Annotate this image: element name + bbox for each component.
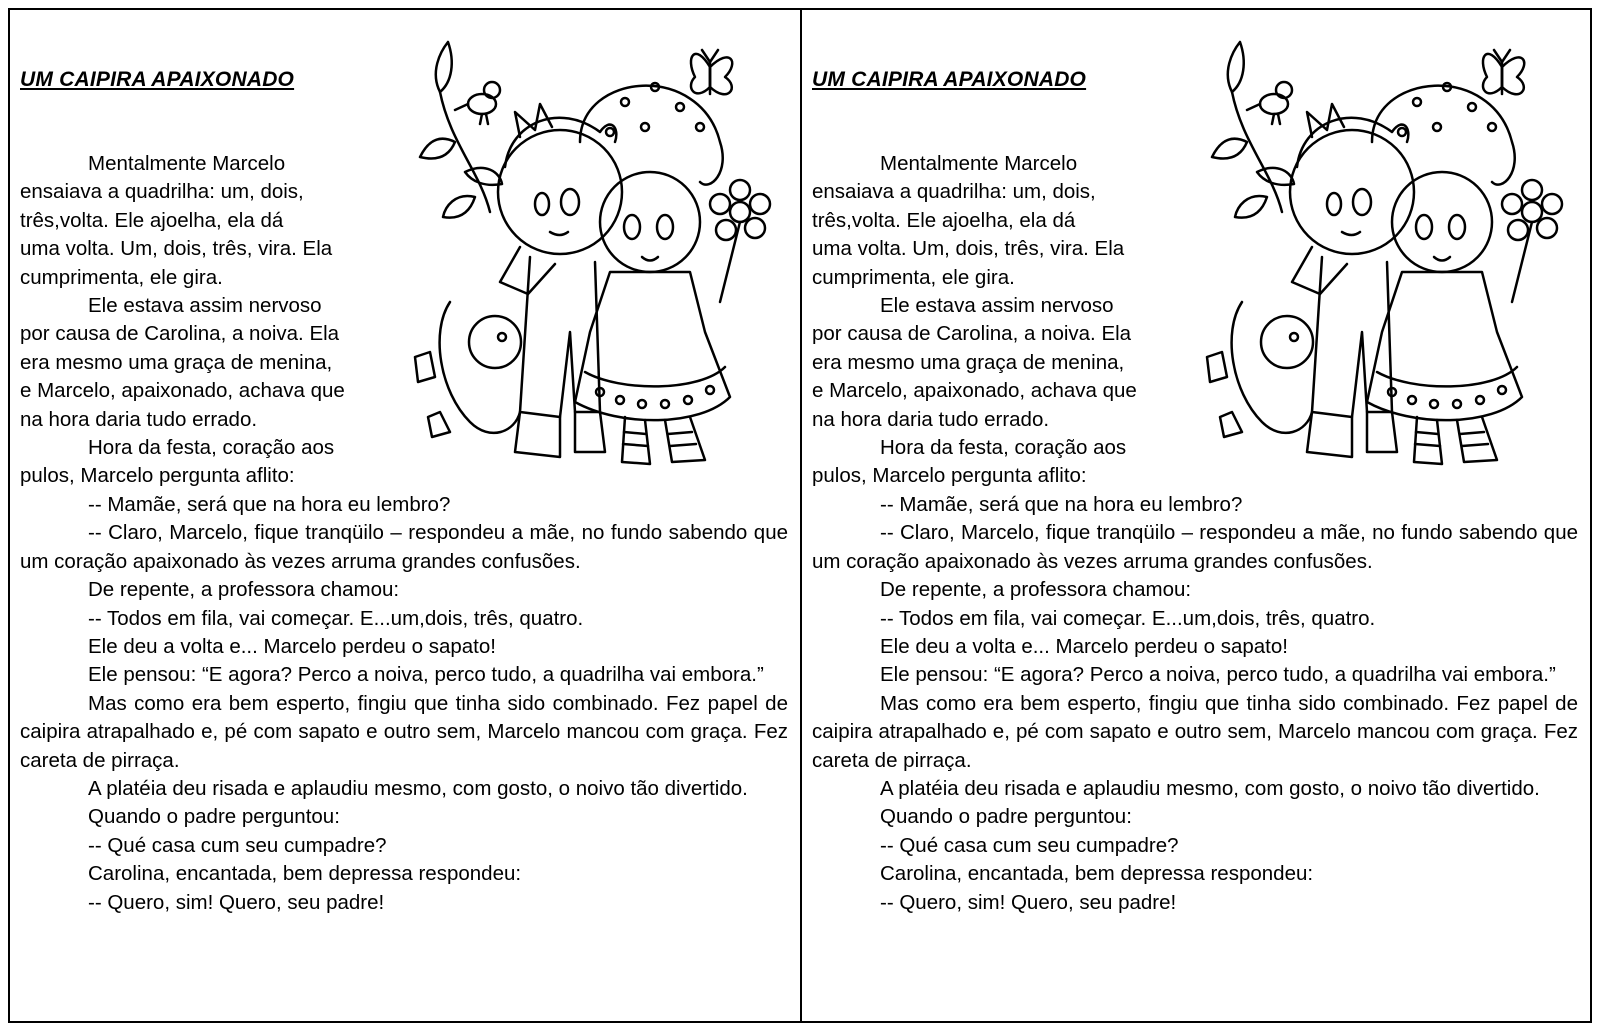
story-paragraph-10: Mas como era bem esperto, fingiu que tinha sido combinado. Fez papel de caipira atrapalhado e, pé com sapato e outro sem, Marcelo mancou com graça. Fez careta de pirraça.	[20, 691, 788, 772]
story-paragraph-12: Quando o padre perguntou:	[88, 805, 340, 829]
story-column-left	[10, 10, 800, 1021]
story-paragraph-8: Ele deu a volta e... Marcelo perdeu o sapato!	[88, 634, 496, 658]
story-paragraph-2-cont: por causa de Carolina, a noiva. Ela era mesmo uma graça de menina, e Marcelo, apaixonado, achava que na hora daria tudo errado.	[20, 322, 345, 431]
boy-and-girl-illustration	[410, 32, 790, 482]
story-paragraph-3: Hora da festa, coração aos	[880, 436, 1127, 460]
story-paragraph-13: -- Qué casa cum seu cumpadre?	[88, 833, 387, 857]
story-paragraph-7: -- Todos em fila, vai começar. E...um,dois, três, quatro.	[88, 606, 584, 630]
story-title: UM CAIPIRA APAIXONADO	[20, 68, 295, 91]
story-title: UM CAIPIRA APAIXONADO	[812, 68, 1087, 91]
story-paragraph-2: Ele estava assim nervoso	[88, 294, 322, 318]
story-paragraph-9: Ele pensou: “E agora? Perco a noiva, perco tudo, a quadrilha vai embora.”	[88, 663, 764, 687]
story-paragraph-4: -- Mamãe, será que na hora eu lembro?	[88, 492, 451, 516]
story-paragraph-3: Hora da festa, coração aos	[88, 436, 335, 460]
story-paragraph-4: -- Mamãe, será que na hora eu lembro?	[880, 492, 1243, 516]
boy-and-girl-illustration	[1202, 32, 1582, 482]
story-paragraph-6: De repente, a professora chamou:	[880, 578, 1192, 602]
story-paragraph-5: -- Claro, Marcelo, fique tranqüilo – respondeu a mãe, no fundo sabendo que um coração apaixonado às vezes arruma grandes confusões.	[812, 521, 1578, 573]
story-paragraph-11: A platéia deu risada e aplaudiu mesmo, com gosto, o noivo tão divertido.	[880, 776, 1540, 800]
story-paragraph-2: Ele estava assim nervoso	[880, 294, 1114, 318]
story-paragraph-6: De repente, a professora chamou:	[88, 578, 400, 602]
worksheet-page	[8, 8, 1592, 1023]
story-paragraph-11: A platéia deu risada e aplaudiu mesmo, com gosto, o noivo tão divertido.	[88, 776, 748, 800]
story-paragraph-1-cont: ensaiava a quadrilha: um, dois, três,volta. Ele ajoelha, ela dá uma volta. Um, dois, três, vira. Ela cumprimenta, ele gira.	[20, 180, 333, 289]
story-paragraph-15: -- Quero, sim! Quero, seu padre!	[880, 890, 1177, 914]
story-paragraph-1: Mentalmente Marcelo	[880, 152, 1078, 175]
story-paragraph-14: Carolina, encantada, bem depressa respondeu:	[88, 862, 522, 886]
story-paragraph-12: Quando o padre perguntou:	[880, 805, 1132, 829]
story-paragraph-15: -- Quero, sim! Quero, seu padre!	[88, 890, 385, 914]
story-paragraph-8: Ele deu a volta e... Marcelo perdeu o sapato!	[880, 634, 1288, 658]
story-paragraph-13: -- Qué casa cum seu cumpadre?	[880, 833, 1179, 857]
story-paragraph-5: -- Claro, Marcelo, fique tranqüilo – respondeu a mãe, no fundo sabendo que um coração apaixonado às vezes arruma grandes confusões.	[20, 521, 788, 573]
story-paragraph-9: Ele pensou: “E agora? Perco a noiva, perco tudo, a quadrilha vai embora.”	[880, 663, 1556, 687]
story-paragraph-3-cont: pulos, Marcelo pergunta aflito:	[812, 464, 1087, 488]
story-paragraph-3-cont: pulos, Marcelo pergunta aflito:	[20, 464, 295, 488]
story-paragraph-2-cont: por causa de Carolina, a noiva. Ela era mesmo uma graça de menina, e Marcelo, apaixonado, achava que na hora daria tudo errado.	[812, 322, 1137, 431]
story-paragraph-10: Mas como era bem esperto, fingiu que tinha sido combinado. Fez papel de caipira atrapalhado e, pé com sapato e outro sem, Marcelo mancou com graça. Fez careta de pirraça.	[812, 691, 1578, 772]
story-paragraph-1: Mentalmente Marcelo	[88, 152, 286, 175]
story-paragraph-1-cont: ensaiava a quadrilha: um, dois, três,volta. Ele ajoelha, ela dá uma volta. Um, dois, três, vira. Ela cumprimenta, ele gira.	[812, 180, 1125, 289]
story-column-right	[800, 10, 1590, 1021]
story-paragraph-7: -- Todos em fila, vai começar. E...um,dois, três, quatro.	[880, 606, 1376, 630]
story-paragraph-14: Carolina, encantada, bem depressa respondeu:	[880, 862, 1314, 886]
